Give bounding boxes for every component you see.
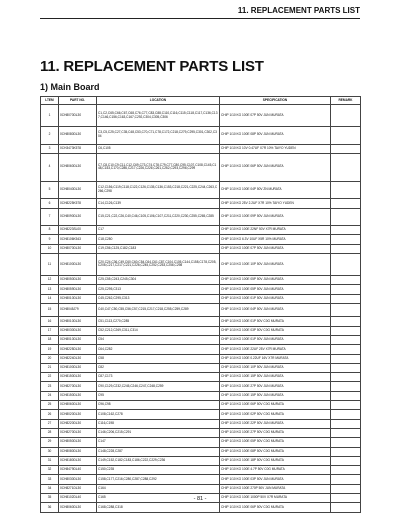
cell-specification: CHIP 1/10 KG 100E 270P 50V JUN MURATA [220, 484, 331, 493]
cell-location: C3,C5,C25,C27,C35,C48,C53,C70,C71,C78,C172,C218,C279,C295,C301,C302,C304 [97, 127, 220, 145]
cell-remark [331, 294, 361, 303]
cell-specification: CHIP 1/10 KG 100E 04P 50V ZN MURATA [220, 181, 331, 199]
table-row [41, 226, 361, 235]
cell-part-number: 0CH8070DL30 [59, 105, 97, 127]
table-row [41, 253, 361, 275]
cell-location: C14,C126,C139 [97, 199, 220, 208]
cell-item-number: 6 [41, 199, 59, 208]
cell-location: C64,C282 [97, 345, 220, 354]
cell-item-number: 13 [41, 285, 59, 294]
cell-part-number: 0CH8225DL30 [59, 345, 97, 354]
cell-location: C20,C24,C36,C49,C60,C60,C54,C64,C61,C87,C104,C105,C144,C158,C178,C205,C206,C217,C217,C221,C226,C245,C252,C253,C256,C298 [97, 253, 220, 275]
table-row [41, 285, 361, 294]
cell-part-number: 0CH8070DL30 [59, 244, 97, 253]
table-row [41, 484, 361, 493]
cell-specification: CHIP 1/10 KG 100E 06P 50V C0G MURATA [220, 401, 331, 410]
cell-part-number: 0CH8045J79 [59, 303, 97, 317]
cell-remark [331, 438, 361, 447]
cell-part-number: 0CH8060DL30 [59, 503, 97, 512]
cell-part-number: 0CH8270DL30 [59, 428, 97, 437]
cell-specification: CHIP 1/10 KG 100E 15P 50V JUN MURATA [220, 391, 331, 400]
cell-remark [331, 401, 361, 410]
cell-specification: CHIP 1/10 KG 100E 04P 50V JUN MURATA [220, 303, 331, 317]
cell-part-number: 0CH8100DL30 [59, 363, 97, 372]
cell-location: C147 [97, 438, 220, 447]
cell-remark [331, 391, 361, 400]
cell-part-number: 0CH8050DL30 [59, 438, 97, 447]
cell-location: C165 [97, 494, 220, 503]
table-row [41, 235, 361, 244]
cell-item-number: 25 [41, 401, 59, 410]
cell-part-number: 0CH8220DL30 [59, 419, 97, 428]
cell-part-number: 0CH8010DL30 [59, 317, 97, 326]
table-row [41, 438, 361, 447]
cell-remark [331, 447, 361, 456]
cell-specification: CHIP 1/10 KG 100E 08P 50V JUN MURATA [220, 127, 331, 145]
cell-specification: CHIP 1/10 KG 100E 0.22UF 16V X7R MURATA [220, 354, 331, 363]
table-row [41, 303, 361, 317]
cell-part-number: 0CH8479DL40 [59, 466, 97, 475]
cell-remark [331, 253, 361, 275]
cell-remark [331, 345, 361, 354]
cell-item-number: 10 [41, 244, 59, 253]
cell-remark [331, 335, 361, 344]
cell-item-number: 23 [41, 382, 59, 391]
cell-location: C158,C177,C216,C280,C287,C288,C292 [97, 475, 220, 484]
table-row [41, 401, 361, 410]
cell-location: C116,C198 [97, 419, 220, 428]
table-row [41, 503, 361, 512]
table-row [41, 199, 361, 208]
page-number: - 81 - [193, 496, 207, 502]
table-row [41, 354, 361, 363]
cell-part-number: 0CH8090DL30 [59, 208, 97, 226]
cell-location: C40,C47,C50,C55,C56,C57,C215,C217,C218,C255,C259,C289 [97, 303, 220, 317]
parts-table [40, 96, 361, 513]
table-row [41, 144, 361, 153]
cell-specification: CHIP 1/10 KG 100E 4.7P 50V C0G MURATA [220, 466, 331, 475]
cell-specification: CHIP 1/10 KG 100E 27P 50V JUN MURATA [220, 382, 331, 391]
cell-location: C25,C295,C313 [97, 285, 220, 294]
cell-part-number: 0CH8150DL30 [59, 373, 97, 382]
cell-specification: CHIP 1/10 KG 100E 27P 50V C0G MURATA [220, 428, 331, 437]
cell-specification: CHIP 1/10 KG 10V 0.47UF X7R 10% TAIYO YUDEN [220, 144, 331, 153]
cell-part-number: 0CH8102DL40 [59, 494, 97, 503]
cell-item-number: 18 [41, 335, 59, 344]
cell-part-number: 0CH3473K578 [59, 144, 97, 153]
cell-specification: CHIP 1/10 KG 100E 07P 50V JUN MURATA [220, 105, 331, 127]
cell-specification: CHIP 1/10 KG 100E 01P 50V JUN MURATA [220, 294, 331, 303]
cell-specification: CHIP 1/10 KG 100E 06P 50V C0G MURATA [220, 503, 331, 512]
cell-item-number: 35 [41, 494, 59, 503]
cell-location: C54 [97, 335, 220, 344]
table-row [41, 391, 361, 400]
cell-item-number: 3 [41, 144, 59, 153]
cell-part-number: 0CH8059DL30 [59, 285, 97, 294]
cell-location: C148,C228,C287 [97, 447, 220, 456]
cell-part-number: 0CH8224DL30 [59, 354, 97, 363]
cell-item-number: 1 [41, 105, 59, 127]
cell-location: C15,C21,C22,C26,C40,C46,C105,C106,C107,C211,C220,C230,C255,C265,C285 [97, 208, 220, 226]
column-header-specification: SPECIFICATION [220, 97, 331, 105]
table-row [41, 275, 361, 284]
cell-remark [331, 373, 361, 382]
cell-item-number: 17 [41, 326, 59, 335]
cell-item-number: 11 [41, 253, 59, 275]
cell-location: C17 [97, 226, 220, 235]
cell-item-number: 14 [41, 294, 59, 303]
cell-location: C96,C98 [97, 401, 220, 410]
cell-remark [331, 199, 361, 208]
cell-location: C95 [97, 391, 220, 400]
cell-item-number: 9 [41, 235, 59, 244]
cell-part-number: 0CH8010DL30 [59, 335, 97, 344]
parts-table-container [40, 96, 360, 513]
cell-remark [331, 303, 361, 317]
cell-part-number: 0CH8271DL30 [59, 484, 97, 493]
table-row [41, 466, 361, 475]
cell-remark [331, 235, 361, 244]
cell-part-number: 0CH8060DL30 [59, 153, 97, 181]
cell-item-number: 33 [41, 475, 59, 484]
cell-remark [331, 456, 361, 465]
cell-part-number: 0CH8225K578 [59, 199, 97, 208]
cell-location: C149,C152,C182,C183,C186,C222,C229,C236 [97, 456, 220, 465]
cell-specification: CHIP 1/10 KG 100E 22NF 50V X7R MURATA [220, 226, 331, 235]
table-row [41, 294, 361, 303]
cell-remark [331, 428, 361, 437]
cell-part-number: 0CH8060DL30 [59, 401, 97, 410]
cell-item-number: 5 [41, 181, 59, 199]
cell-remark [331, 503, 361, 512]
cell-item-number: 15 [41, 303, 59, 317]
cell-remark [331, 127, 361, 145]
cell-specification: CHIP 1/10 KG 100E 22P 50V JUN MURATA [220, 419, 331, 428]
cell-location: C168,C288,C318 [97, 503, 220, 512]
cell-specification: CHIP 1/10 KG 100E 03P 50V JUN MURATA [220, 475, 331, 484]
table-row [41, 105, 361, 127]
cell-part-number: 0CH8100DL30 [59, 253, 97, 275]
cell-remark [331, 419, 361, 428]
cell-specification: CHIP 1/10 KG 6.3V 10UF X5R 10% MURATA [220, 235, 331, 244]
cell-remark [331, 410, 361, 419]
table-row [41, 317, 361, 326]
cell-specification: CHIP 1/10 KG 100E 03P 50V C0G MURATA [220, 326, 331, 335]
cell-item-number: 34 [41, 484, 59, 493]
table-row [41, 475, 361, 484]
cell-part-number: 0CH8020DL30 [59, 410, 97, 419]
cell-remark [331, 363, 361, 372]
cell-remark [331, 484, 361, 493]
cell-item-number: 36 [41, 503, 59, 512]
cell-item-number: 28 [41, 428, 59, 437]
cell-specification: CHIP 1/10 KG 100E 05P 50V JUN MURATA [220, 275, 331, 284]
cell-specification: CHIP 1/10 KG 100E 09P 50V JUN MURATA [220, 208, 331, 226]
cell-location: C82 [97, 363, 220, 372]
cell-remark [331, 226, 361, 235]
cell-item-number: 22 [41, 373, 59, 382]
cell-remark [331, 275, 361, 284]
cell-remark [331, 326, 361, 335]
table-row [41, 208, 361, 226]
cell-remark [331, 317, 361, 326]
table-row [41, 456, 361, 465]
column-header-part-no: PART NO. [59, 97, 97, 105]
cell-item-number: 2 [41, 127, 59, 145]
cell-part-number: 0CH8050DL30 [59, 275, 97, 284]
cell-item-number: 31 [41, 456, 59, 465]
cell-location: C146,C206,C215,C291 [97, 428, 220, 437]
table-row [41, 335, 361, 344]
cell-part-number: 0CH8150DL30 [59, 391, 97, 400]
cell-item-number: 8 [41, 226, 59, 235]
cell-specification: CHIP 1/10 KG 100E 10P 50V JUN MURATA [220, 253, 331, 275]
cell-part-number: 0CH8080DL30 [59, 127, 97, 145]
cell-remark [331, 105, 361, 127]
cell-location: C164 [97, 484, 220, 493]
cell-item-number: 30 [41, 447, 59, 456]
cell-specification: CHIP 1/10 KG 100E 1000P 50V X7R MURATA [220, 494, 331, 503]
cell-location: C45,C262,C295,C313 [97, 294, 220, 303]
cell-item-number: 32 [41, 466, 59, 475]
cell-specification: CHIP 1/10 KG 100E 05P 50V C0G MURATA [220, 438, 331, 447]
cell-item-number: 16 [41, 317, 59, 326]
cell-item-number: 4 [41, 153, 59, 181]
cell-part-number: 0CH8223SL00 [59, 226, 97, 235]
cell-part-number: 0CH8010DL30 [59, 294, 97, 303]
cell-location: C51,C113,C270,C285 [97, 317, 220, 326]
cell-location: C87,C173 [97, 373, 220, 382]
table-row [41, 447, 361, 456]
cell-specification: CHIP 1/10 KG 100E 07P 50V JUN MURATA [220, 244, 331, 253]
cell-item-number: 29 [41, 438, 59, 447]
cell-specification: CHIP 1/10 KG 25V 2.2UF X7R 10% TAIYO YUDEN [220, 199, 331, 208]
cell-remark [331, 144, 361, 153]
cell-part-number: 0CH8270DL30 [59, 382, 97, 391]
cell-location: C150,C235 [97, 466, 220, 475]
cell-specification: CHIP 1/10 KG 100E 01P 50V JUN MURATA [220, 335, 331, 344]
table-row [41, 181, 361, 199]
cell-item-number: 24 [41, 391, 59, 400]
cell-remark [331, 382, 361, 391]
table-row [41, 419, 361, 428]
column-header-location: LOCATION [97, 97, 220, 105]
cell-location: C19,C56,C125,C182,C183 [97, 244, 220, 253]
cell-specification: CHIP 1/10 KG 100E 01P 50V C0G MURATA [220, 317, 331, 326]
cell-remark [331, 466, 361, 475]
table-row [41, 345, 361, 354]
cell-location: C12,C156,C119,C118,C122,C126,C135,C136,C153,C218,C221,C225,C244,C263,C266,C298 [97, 181, 220, 199]
cell-location: C7,C8,C10,C9,C11,C12,C69,C73,C74,C78,C79,C77,C80,C95,C107,C108,C145,C148,C153,C170,C286,C217,C226,C226,C261,C262,C293,C296,C299 [97, 153, 220, 181]
cell-item-number: 19 [41, 345, 59, 354]
cell-location: C25,C55,C243,C245,C304 [97, 275, 220, 284]
cell-location: C90,C129,C232,C245,C246,C247,C248,C259 [97, 382, 220, 391]
cell-location: C58 [97, 354, 220, 363]
cell-specification: CHIP 1/10 KG 100E 05P 50V JUN MURATA [220, 285, 331, 294]
cell-part-number: 0CH8080DL30 [59, 447, 97, 456]
table-header-row [41, 97, 361, 105]
cell-specification: CHIP 1/10 KG 100E 06P 50V JUN MURATA [220, 153, 331, 181]
cell-part-number: 0CH8030DL30 [59, 326, 97, 335]
cell-part-number: 0CH8030DL30 [59, 475, 97, 484]
table-row [41, 326, 361, 335]
cell-remark [331, 285, 361, 294]
table-row [41, 153, 361, 181]
column-header-remark: REMARK [331, 97, 361, 105]
section-title: 1) Main Board [40, 82, 100, 92]
cell-remark [331, 208, 361, 226]
table-row [41, 428, 361, 437]
cell-item-number: 21 [41, 363, 59, 372]
cell-part-number: 0CH8040DL30 [59, 181, 97, 199]
cell-specification: CHIP 1/10 KG 100E 18P 50V C0G MURATA [220, 456, 331, 465]
cell-part-number: 0CH8180DL30 [59, 456, 97, 465]
cell-specification: CHIP 1/10 KG 100E 10P 50V JUN MURATA [220, 363, 331, 372]
table-row [41, 127, 361, 145]
header-divider [40, 18, 360, 19]
cell-location: C18,C280 [97, 235, 220, 244]
running-header: 11. REPLACEMENT PARTS LIST [237, 6, 360, 15]
cell-location: C108,C162,C278 [97, 410, 220, 419]
table-row [41, 410, 361, 419]
cell-item-number: 20 [41, 354, 59, 363]
table-row [41, 244, 361, 253]
cell-remark [331, 354, 361, 363]
cell-location: C6,C105 [97, 144, 220, 153]
cell-item-number: 12 [41, 275, 59, 284]
cell-location: C1,C2,C65,C66,C67,C68,C76,C77,C83,C88,C110,C116,C115,C118,C117,C136,C137,C146,C156,C163,C167,C292,C304,C305,C306 [97, 105, 220, 127]
cell-remark [331, 181, 361, 199]
cell-specification: CHIP 1/10 KG 100E 15P 50V JUN MURATA [220, 373, 331, 382]
cell-item-number: 26 [41, 410, 59, 419]
table-row [41, 382, 361, 391]
cell-item-number: 27 [41, 419, 59, 428]
cell-location: C52,C212,C269,C311,C314 [97, 326, 220, 335]
cell-remark [331, 244, 361, 253]
page-title: 11. REPLACEMENT PARTS LIST [40, 58, 264, 75]
cell-specification: CHIP 1/10 KG 100E 02P 50V C0G MURATA [220, 410, 331, 419]
column-header-item: LTEM [41, 97, 59, 105]
cell-specification: CHIP 1/10 KG 100E 22UF 25V X7R MURATA [220, 345, 331, 354]
cell-specification: CHIP 1/10 KG 100E 08P 50V C0G MURATA [220, 447, 331, 456]
cell-remark [331, 475, 361, 484]
cell-part-number: 0CH8106K543 [59, 235, 97, 244]
table-row [41, 363, 361, 372]
cell-item-number: 7 [41, 208, 59, 226]
cell-remark [331, 153, 361, 181]
table-row [41, 373, 361, 382]
